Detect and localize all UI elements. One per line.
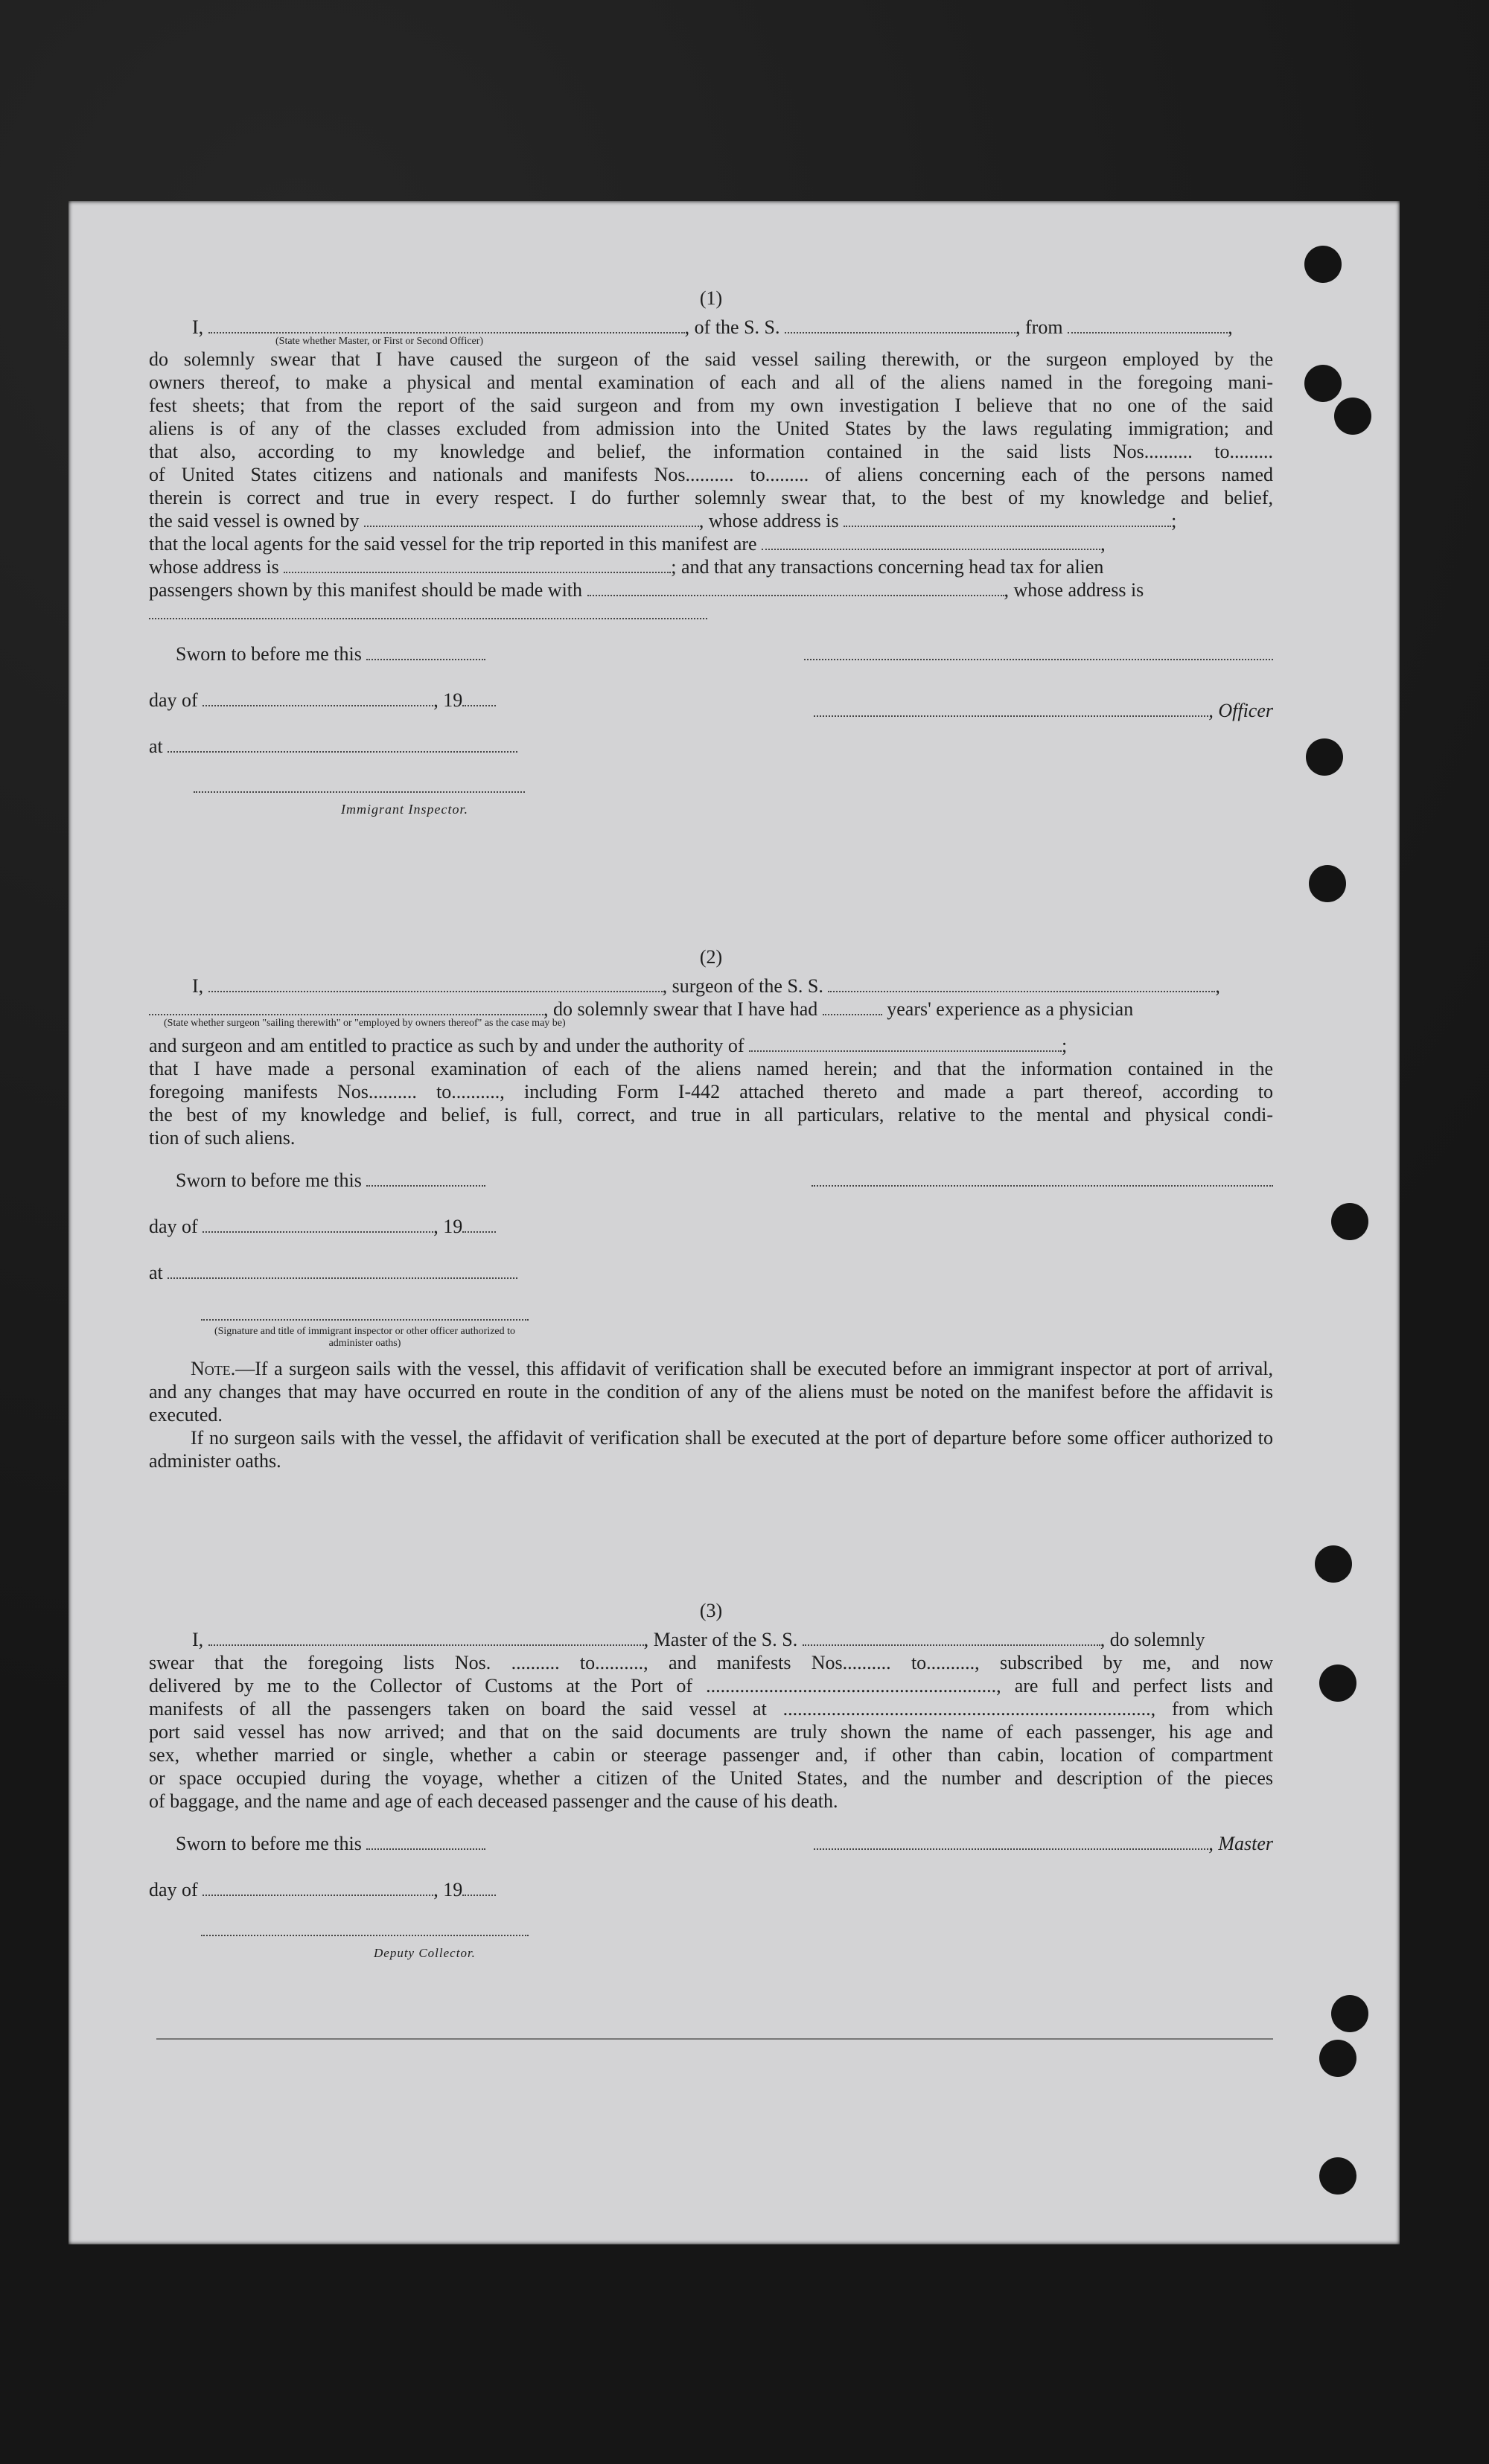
surgeon-vessel-field[interactable] — [828, 977, 1215, 992]
punch-hole-1 — [1304, 246, 1342, 283]
body-line-1: swear that the foregoing lists Nos. .......... to.........., and manifests Nos.......... to.........., subscribed by me, and now — [149, 1652, 1273, 1673]
at-row-1: at — [149, 735, 1273, 781]
punch-hole-11 — [1319, 2157, 1356, 2195]
agents-address-line: whose address is ; and that any transactions concerning head tax for alien — [149, 556, 1104, 578]
body-line-7: of baggage, and the name and age of each deceased passenger and the cause of his death. — [149, 1790, 838, 1812]
agents-line: that the local agents for the said vessel for the trip reported in this manifest are , — [149, 533, 1106, 555]
sworn-date-field-2[interactable] — [366, 1172, 485, 1187]
day-row-3: day of , 19 — [149, 1878, 1273, 1924]
inspector-caption: Immigrant Inspector. — [341, 802, 468, 817]
owner-address-field[interactable] — [844, 512, 1171, 527]
place-field-1[interactable] — [168, 738, 517, 753]
day-month-field-1[interactable] — [203, 692, 433, 706]
deputy-collector-caption: Deputy Collector. — [374, 1946, 476, 1960]
agents-address-field[interactable] — [284, 558, 671, 573]
section-2-number: (2) — [699, 946, 723, 968]
surgeon-status-field[interactable] — [149, 1000, 543, 1015]
from-port-field[interactable] — [1068, 319, 1228, 333]
officer-name-field[interactable] — [208, 319, 685, 333]
surgeon-signature-field[interactable] — [812, 1172, 1273, 1187]
authority-field[interactable] — [749, 1037, 1062, 1052]
body-line-2: delivered by me to the Collector of Customs at the Port of ............................................................, are full and perfect lists and — [149, 1675, 1273, 1697]
head-tax-party-field[interactable] — [587, 581, 1004, 596]
sworn-date-field-3[interactable] — [366, 1835, 485, 1850]
affidavit-section-3 — [149, 1599, 1273, 1965]
head-tax-line: passengers shown by this manifest should be made with , whose address is — [149, 579, 1144, 601]
year-field-2[interactable] — [462, 1218, 496, 1233]
master-line: I, , Master of the S. S. , do solemnly — [192, 1629, 1205, 1650]
body-line-4: tion of such aliens. — [149, 1127, 296, 1149]
day-row-1: day of , 19 , Officer — [149, 689, 1273, 721]
punch-hole-4 — [1306, 738, 1343, 776]
at-row-2: at — [149, 1261, 1273, 1307]
authority-line: and surgeon and am entitled to practice as such by and under the authority of ; — [149, 1035, 1068, 1056]
day-month-field-2[interactable] — [203, 1218, 433, 1233]
punch-hole-3 — [1334, 398, 1371, 435]
punch-hole-2 — [1304, 365, 1342, 402]
body-line-1: that I have made a personal examination of each of the aliens named herein; and that the information contained in the — [149, 1058, 1273, 1079]
master-vessel-field[interactable] — [803, 1631, 1100, 1646]
master-name-field[interactable] — [208, 1631, 644, 1646]
officer-signature-top-field[interactable] — [804, 645, 1273, 660]
note-paragraph-2: If no surgeon sails with the vessel, the affidavit of verification shall be executed at the port of departure before some officer authorized to administer oaths. — [149, 1427, 1273, 1472]
surgeon-name-field[interactable] — [208, 977, 663, 992]
officer-line: I, , of the S. S. , from , — [192, 316, 1233, 338]
owner-field[interactable] — [364, 512, 699, 527]
officer-subcaption: (State whether Master, or First or Second Officer) — [275, 336, 484, 347]
administering-officer-signature-field[interactable] — [201, 1306, 529, 1321]
body-line-3: the best of my knowledge and belief, is full, correct, and true in all particulars, relative to the mental and physical condi- — [149, 1104, 1273, 1126]
year-field-3[interactable] — [462, 1881, 496, 1896]
day-month-field-3[interactable] — [203, 1881, 433, 1896]
bottom-rule — [156, 2038, 1273, 2040]
punch-hole-9 — [1331, 1995, 1368, 2032]
surgeon-line: I, , surgeon of the S. S. , — [192, 975, 1220, 997]
body-line-6: or space occupied during the voyage, whether a citizen of the United States, and the number and description of the pieces — [149, 1767, 1273, 1789]
master-signature-field[interactable] — [814, 1835, 1208, 1850]
signature-caption: (Signature and title of immigrant inspector or other officer authorized to administer oaths) — [214, 1326, 516, 1349]
body-line-3: manifests of all the passengers taken on board the said vessel at ............................................................................, from which — [149, 1698, 1273, 1720]
affidavit-section-1 — [149, 287, 1273, 821]
punch-hole-7 — [1315, 1545, 1352, 1583]
year-field-1[interactable] — [462, 692, 496, 706]
body-line-3: fest sheets; that from the report of the said surgeon and from my own investigation I believe that no one of the said — [149, 395, 1273, 416]
body-line-5: sex, whether married or single, whether a cabin or steerage passenger and, if other than cabin, location of compartment — [149, 1744, 1273, 1766]
experience-line: , do solemnly swear that I have had years' experience as a physician — [149, 998, 1273, 1021]
head-tax-address-field[interactable] — [149, 604, 707, 619]
body-line-7: therein is correct and true in every respect. I do further solemnly swear that, to the best of my knowledge and belief, — [149, 487, 1273, 508]
body-line-5: that also, according to my knowledge and belief, the information contained in the said lists Nos.......... to......... — [149, 441, 1273, 462]
officer-signature-field[interactable] — [814, 702, 1208, 717]
body-line-4: aliens is of any of the classes excluded from admission into the United States by the laws regulating immigration; and — [149, 418, 1273, 439]
section-3-number: (3) — [699, 1600, 723, 1621]
punch-hole-5 — [1309, 865, 1346, 902]
surgeon-subcaption: (State whether surgeon "sailing therewith" or "employed by owners thereof" as the case may be) — [164, 1018, 566, 1029]
sworn-row-1: Sworn to before me this — [149, 642, 1273, 689]
body-line-1: do solemnly swear that I have caused the surgeon of the said vessel sailing therewith, or the surgeon employed by the — [149, 348, 1273, 370]
affidavit-section-2 — [149, 945, 1273, 1472]
body-line-2: owners thereof, to make a physical and mental examination of each and all of the aliens named in the foregoing mani- — [149, 371, 1273, 393]
punch-hole-10 — [1319, 2040, 1356, 2077]
punch-hole-6 — [1331, 1203, 1368, 1240]
punch-hole-8 — [1319, 1665, 1356, 1702]
body-line-6: of United States citizens and nationals and manifests Nos.......... to......... of aliens concerning each of the persons named — [149, 464, 1273, 485]
sworn-row-3: Sworn to before me this , Master — [176, 1833, 1273, 1854]
body-line-4: port said vessel has now arrived; and that on the said documents are truly shown the name of each passenger, his age and — [149, 1721, 1273, 1743]
sworn-row-2: Sworn to before me this — [149, 1169, 1273, 1215]
note-paragraph: Note.—If a surgeon sails with the vessel, this affidavit of verification shall be executed before an immigrant inspector at port of arrival, and any changes that may have occurred en route in the condition of any of the aliens must be noted on the manifest before the affidavit is executed. — [149, 1358, 1273, 1426]
day-row-2: day of , 19 — [149, 1215, 1273, 1261]
body-line-2: foregoing manifests Nos.......... to.........., including Form I-442 attached thereto and made a part thereof, according to — [149, 1081, 1273, 1102]
place-field-2[interactable] — [168, 1264, 517, 1279]
experience-years-field[interactable] — [823, 1000, 882, 1015]
section-1-number: (1) — [699, 287, 723, 309]
owner-line: the said vessel is owned by , whose address is ; — [149, 510, 1177, 532]
sworn-date-field-1[interactable] — [366, 645, 485, 660]
agents-field[interactable] — [762, 535, 1100, 550]
vessel-name-field[interactable] — [785, 319, 1015, 333]
